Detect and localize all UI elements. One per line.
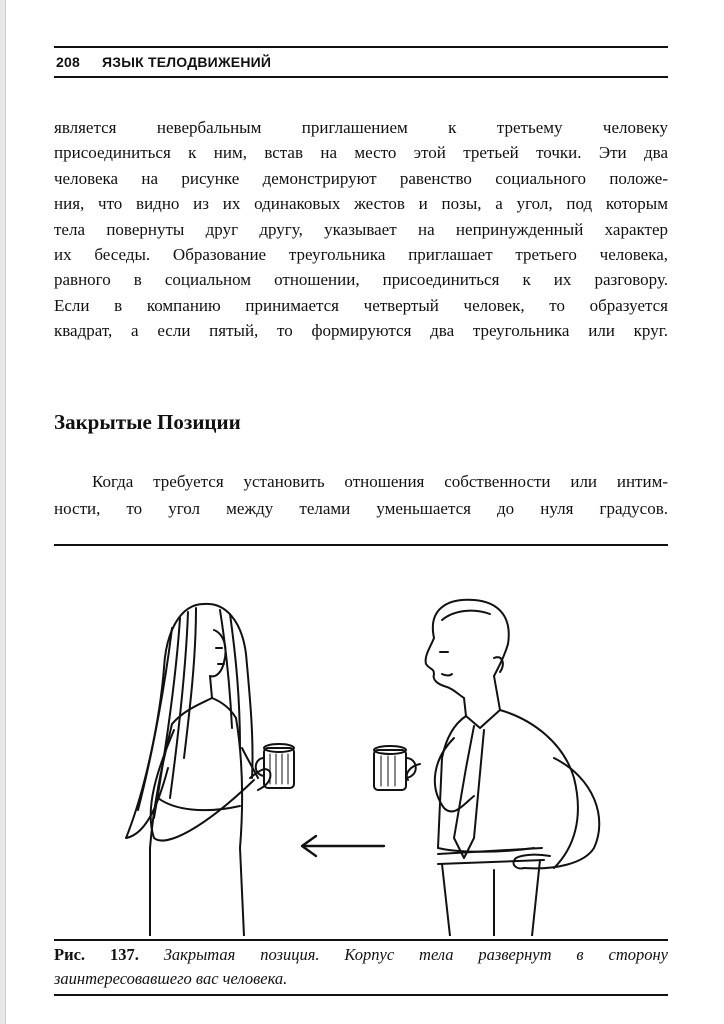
paragraph-line: человека на рисунке демонстрируют равенство социального положе- xyxy=(54,168,668,188)
section-title: Закрытые Позиции xyxy=(54,410,241,434)
paragraph-line: ния, что видно из их одинаковых жестов и позы, а угол, под которым xyxy=(54,194,668,214)
woman-figure xyxy=(126,604,270,936)
caption-line-1 xyxy=(54,943,668,967)
caption-text: Закрытая позиция. Корпус тела развернут в сторону xyxy=(163,945,668,964)
running-header xyxy=(54,46,668,78)
paragraph-line: присоединиться к ним, встав на место этой третьей точки. Эти два xyxy=(54,143,668,163)
paragraph-line: квадрат, а если пятый, то формируются два треугольника или круг. xyxy=(54,321,668,341)
page-edge xyxy=(0,0,6,1024)
closed-position-illustration xyxy=(54,548,668,936)
section-paragraph xyxy=(54,468,668,522)
man-mug xyxy=(374,746,416,790)
caption-top-rule xyxy=(54,939,668,941)
paragraph-line: равного в социальном отношении, присоединиться к их разговору. xyxy=(54,270,668,290)
section-line: Когда требуется установить отношения собственности или интим- xyxy=(92,472,668,491)
woman-mug xyxy=(256,744,294,788)
figure-caption xyxy=(54,943,668,991)
paragraph xyxy=(54,115,668,344)
figure-illustration xyxy=(54,548,668,936)
paragraph-line: их беседы. Образование треугольника приглашает третьего человека, xyxy=(54,245,668,265)
paragraph-line: тела повернуты друг другу, указывает на непринужденный характер xyxy=(54,219,668,239)
caption-line-2: заинтересовавшего вас человека. xyxy=(54,969,288,988)
section-line: ности, то угол между телами уменьшается до нуля градусов. xyxy=(54,499,668,518)
figure-top-rule xyxy=(54,544,668,546)
caption-label: Рис. 137. xyxy=(54,945,139,964)
paragraph-line: Если в компанию принимается четвертый человек, то образуется xyxy=(54,295,668,315)
man-figure xyxy=(407,600,600,936)
running-title: ЯЗЫК ТЕЛОДВИЖЕНИЙ xyxy=(102,54,272,70)
page-number: 208 xyxy=(56,54,80,70)
paragraph-line: является невербальным приглашением к третьему человеку xyxy=(54,118,668,137)
direction-arrow xyxy=(302,836,384,856)
caption-bottom-rule xyxy=(54,994,668,996)
